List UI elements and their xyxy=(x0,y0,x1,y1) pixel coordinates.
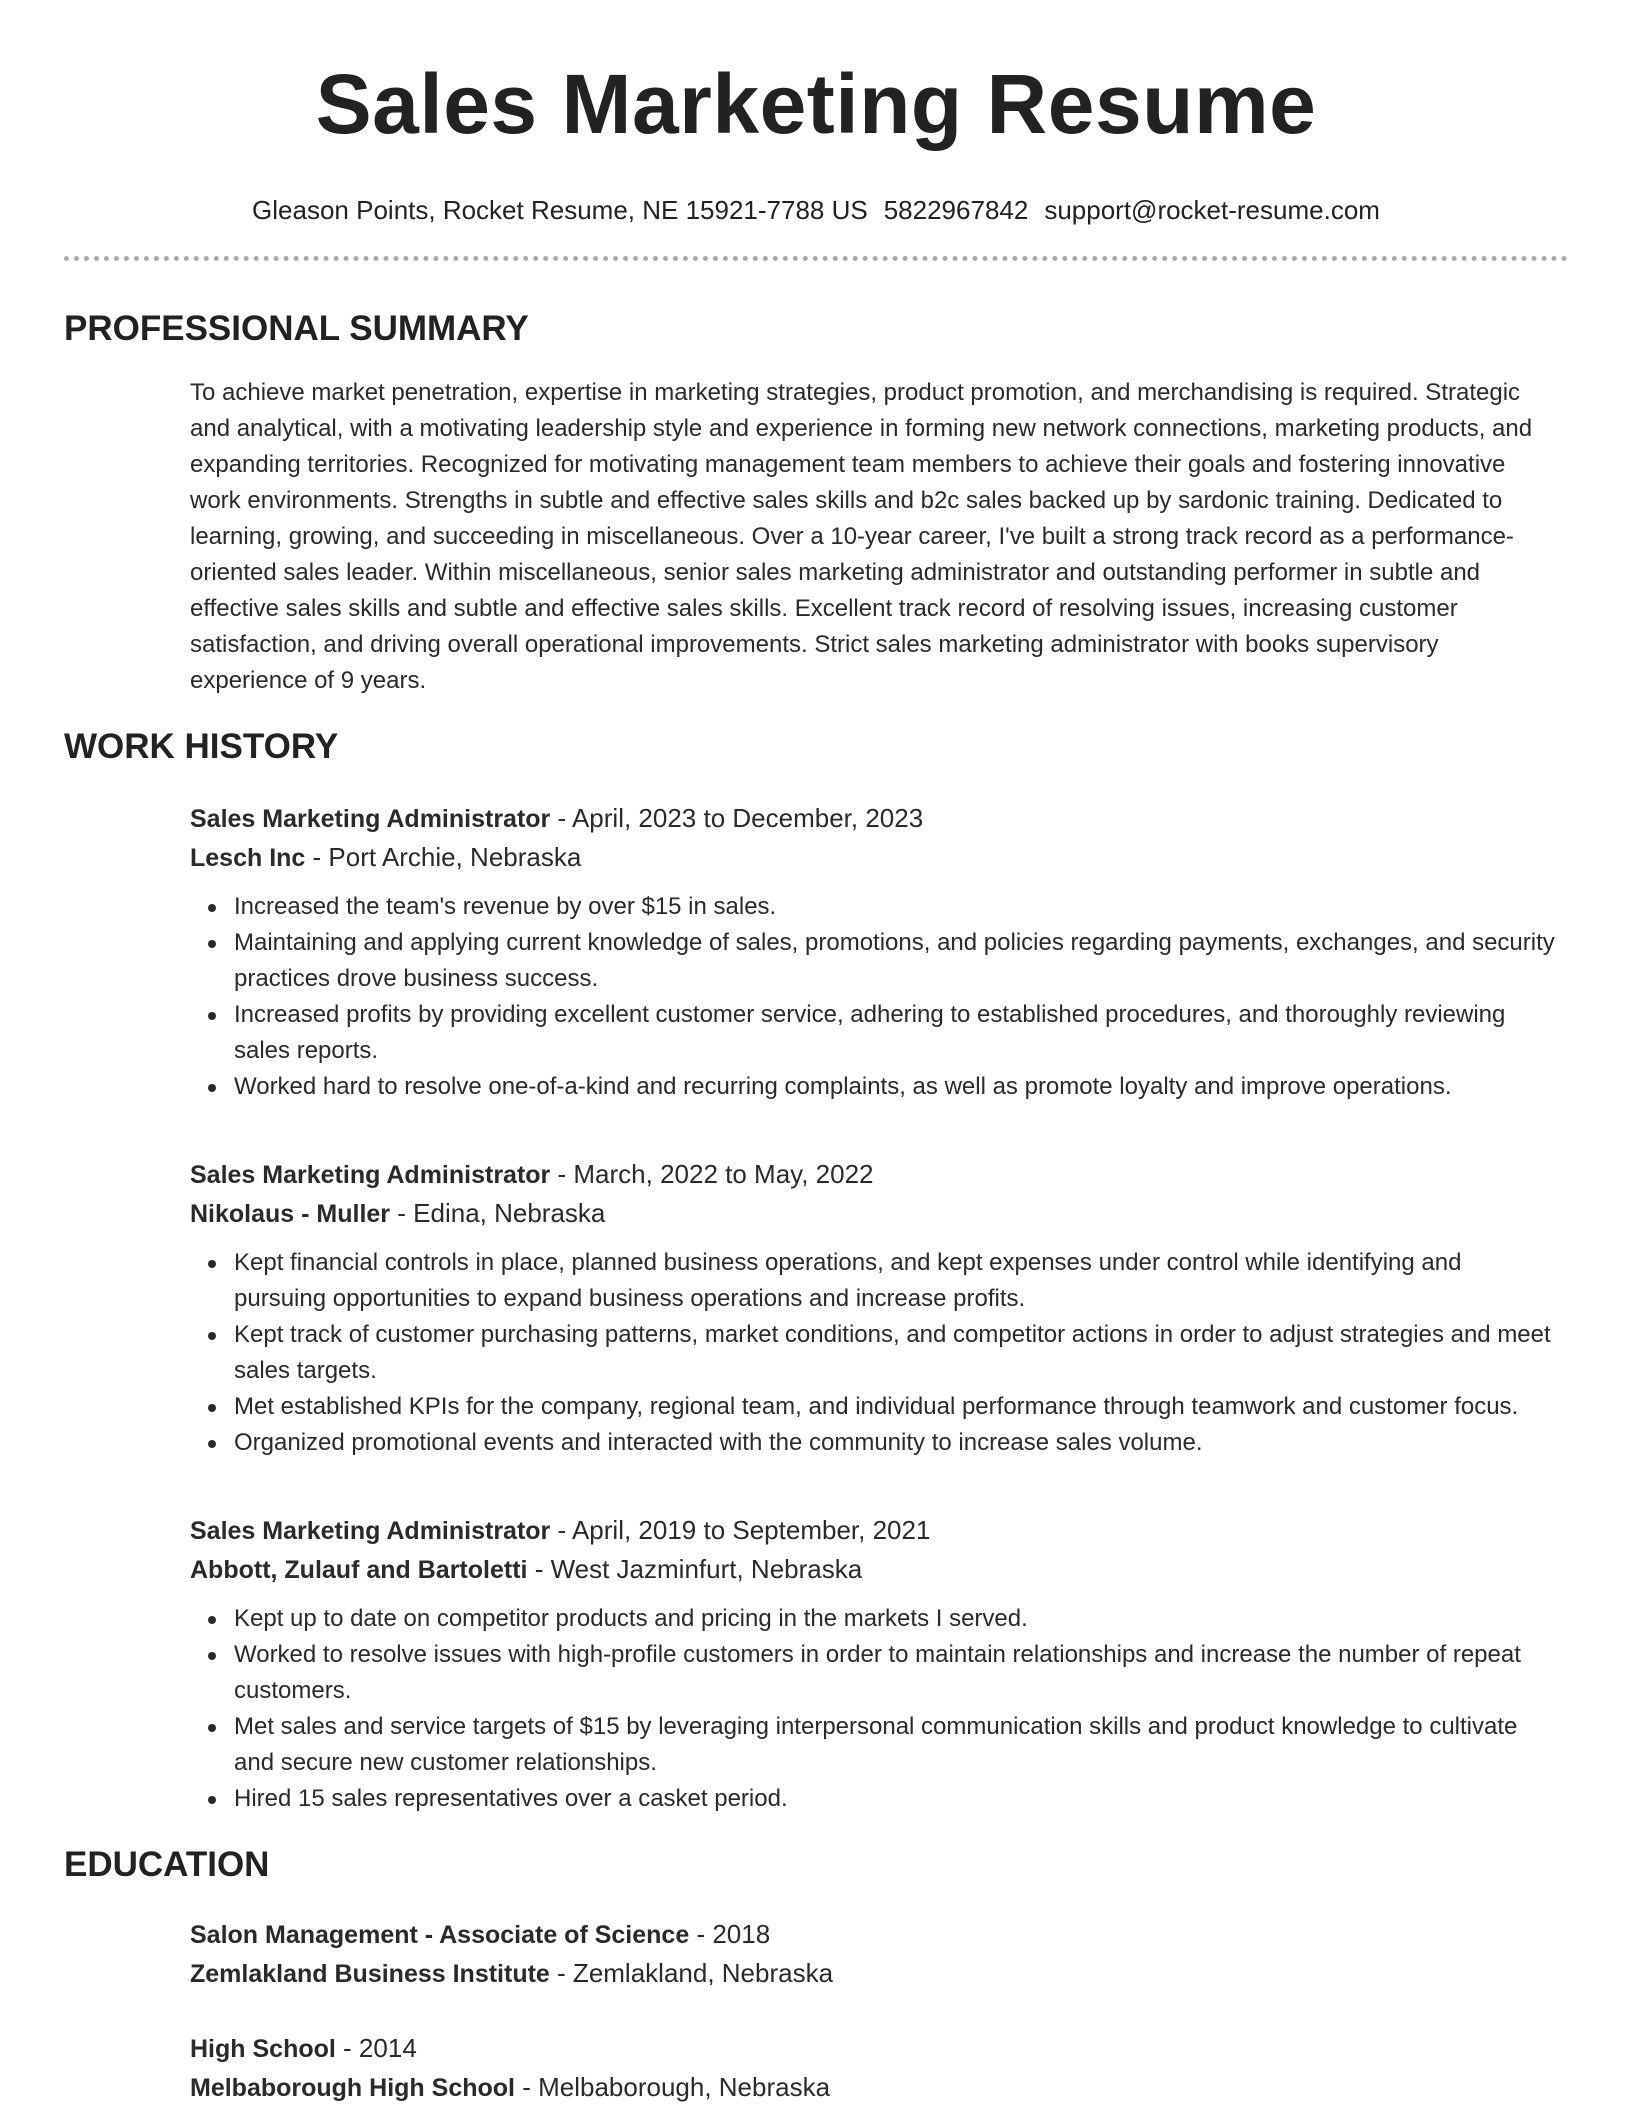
contact-address: Gleason Points, Rocket Resume, NE 15921-7788 US xyxy=(252,195,868,225)
education-school: Zemlakland Business Institute xyxy=(190,1960,550,1988)
job-bullets xyxy=(190,1601,1556,1817)
contact-line xyxy=(64,194,1568,226)
job-dates: - March, 2022 to May, 2022 xyxy=(550,1159,874,1189)
education-degree: Salon Management - Associate of Science xyxy=(190,1921,690,1949)
job-bullet: Hired 15 sales representatives over a casket period. xyxy=(234,1781,1556,1817)
education-entry xyxy=(190,1915,1556,1993)
candidate-name: Sales Marketing Resume xyxy=(315,57,1317,151)
job-company: Nikolaus - Muller xyxy=(190,1200,391,1228)
contact-email: support@rocket-resume.com xyxy=(1044,195,1380,225)
summary-text: To achieve market penetration, expertise in marketing strategies, product promotion, and merchandising is required. Strategic and analytical, with a motivating leadership style and experience in forming new network connections, marketing products, and expanding territories. Recognized for motivating management team members to achieve their goals and fostering innovative work environments. Strengths in subtle and effective sales skills and b2c sales backed up by sardonic training. Dedicated to learning, growing, and succeeding in miscellaneous. Over a 10-year career, I've built a strong track record as a performance-oriented sales leader. Within miscellaneous, senior sales marketing administrator and outstanding performer in subtle and effective sales skills and subtle and effective sales skills. Excellent track record of resolving issues, increasing customer satisfaction, and driving overall operational improvements. Strict sales marketing administrator with books supervisory experience of 9 years. xyxy=(190,379,1533,694)
job-bullet: Kept up to date on competitor products and pricing in the markets I served. xyxy=(234,1601,1556,1637)
education-location: - Zemlakland, Nebraska xyxy=(549,1958,834,1988)
job-bullet: Increased profits by providing excellent customer service, adhering to established procedures, and thoroughly reviewing sales reports. xyxy=(234,997,1556,1069)
work-history-title: WORK HISTORY xyxy=(64,727,339,766)
education-section xyxy=(64,1843,1568,2107)
summary-section xyxy=(64,307,1568,699)
job-bullet: Worked hard to resolve one-of-a-kind and recurring complaints, as well as promote loyalty and improve operations. xyxy=(234,1069,1556,1105)
education-year: - 2018 xyxy=(689,1919,771,1949)
job-bullet: Kept financial controls in place, planned business operations, and kept expenses under control while identifying and pursuing opportunities to expand business operations and increase profits. xyxy=(234,1245,1556,1317)
job-company-line xyxy=(190,1194,1556,1233)
job-bullet: Met sales and service targets of $15 by leveraging interpersonal communication skills and product knowledge to cultivate and secure new customer relationships. xyxy=(234,1709,1556,1781)
job-role: Sales Marketing Administrator xyxy=(190,1161,551,1189)
job-location: - Port Archie, Nebraska xyxy=(305,842,582,872)
job-bullets xyxy=(190,889,1556,1105)
job-bullet: Kept track of customer purchasing patterns, market conditions, and competitor actions in order to adjust strategies and meet sales targets. xyxy=(234,1317,1556,1389)
job-bullet: Organized promotional events and interacted with the community to increase sales volume. xyxy=(234,1425,1556,1461)
education-location: - Melbaborough, Nebraska xyxy=(514,2072,831,2102)
education-school-line xyxy=(190,2068,1556,2107)
job-company: Lesch Inc xyxy=(190,844,306,872)
job-bullet: Met established KPIs for the company, regional team, and individual performance through teamwork and customer focus. xyxy=(234,1389,1556,1425)
education-entry xyxy=(190,2029,1556,2107)
education-year: - 2014 xyxy=(335,2033,417,2063)
job-bullets xyxy=(190,1245,1556,1461)
job-dates: - April, 2019 to September, 2021 xyxy=(550,1515,931,1545)
job-bullet: Maintaining and applying current knowledge of sales, promotions, and policies regarding payments, exchanges, and security practices drove business success. xyxy=(234,925,1556,997)
education-title: EDUCATION xyxy=(64,1845,270,1884)
job-dates: - April, 2023 to December, 2023 xyxy=(550,803,924,833)
education-degree-line xyxy=(190,2029,1556,2068)
job-company-line xyxy=(190,838,1556,877)
work-history-section xyxy=(64,725,1568,1817)
education-degree-line xyxy=(190,1915,1556,1954)
job-bullet: Increased the team's revenue by over $15 in sales. xyxy=(234,889,1556,925)
job-title-line xyxy=(190,1511,1556,1550)
job-entry xyxy=(190,1511,1556,1817)
job-company-line xyxy=(190,1550,1556,1589)
education-degree: High School xyxy=(190,2035,336,2063)
summary-title: PROFESSIONAL SUMMARY xyxy=(64,309,529,348)
job-title-line xyxy=(190,799,1556,838)
education-school: Melbaborough High School xyxy=(190,2074,515,2102)
header-divider xyxy=(64,256,1568,261)
education-school-line xyxy=(190,1954,1556,1993)
job-bullet: Worked to resolve issues with high-profile customers in order to maintain relationships and increase the number of repeat customers. xyxy=(234,1637,1556,1709)
job-role: Sales Marketing Administrator xyxy=(190,1517,551,1545)
job-company: Abbott, Zulauf and Bartoletti xyxy=(190,1556,528,1584)
job-role: Sales Marketing Administrator xyxy=(190,805,551,833)
job-entry xyxy=(190,1155,1556,1461)
job-location: - West Jazminfurt, Nebraska xyxy=(527,1554,863,1584)
job-title-line xyxy=(190,1155,1556,1194)
job-entry xyxy=(190,799,1556,1105)
job-location: - Edina, Nebraska xyxy=(390,1198,606,1228)
contact-phone: 5822967842 xyxy=(883,195,1029,225)
resume-header xyxy=(64,0,1568,261)
